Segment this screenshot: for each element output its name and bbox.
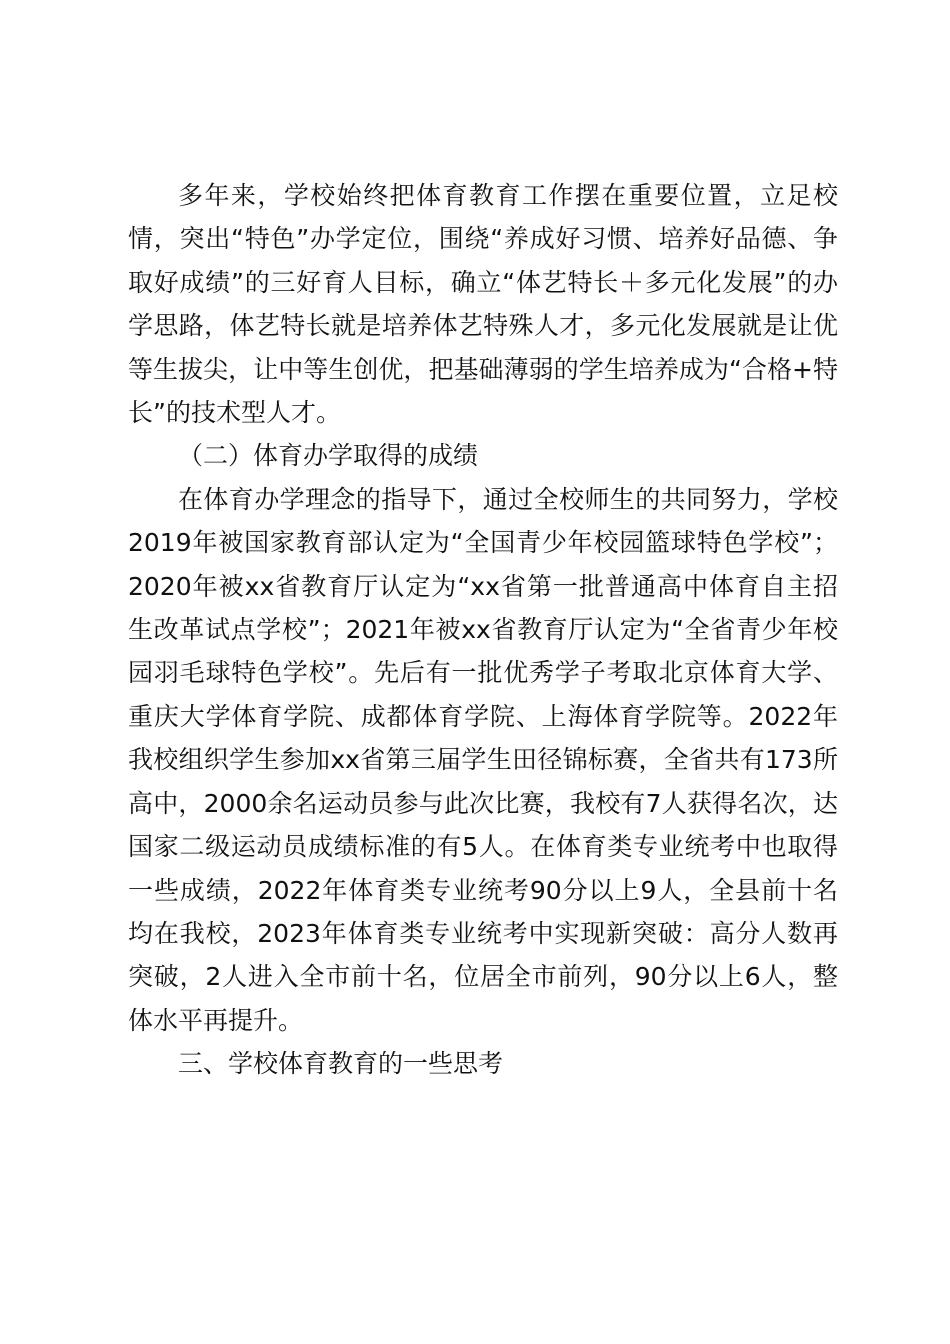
section-heading-reflections: 三、学校体育教育的一些思考	[178, 1049, 504, 1079]
document-body	[128, 174, 838, 1086]
section-heading-achievements: （二）体育办学取得的成绩	[178, 441, 479, 471]
paragraph-school-philosophy: 多年来，学校始终把体育教育工作摆在重要位置，立足校情，突出“特色”办学定位，围绕“养成好习惯、培养好品德、争取好成绩”的三好育人目标，确立“体艺特长＋多元化发展”的办学思路，体艺特长就是培养体艺特殊人才，多元化发展就是让优等生拔尖，让中等生创优，把基础薄弱的学生培养成为“合格+特长”的技术型人才。	[128, 181, 838, 428]
paragraph-achievements: 在体育办学理念的指导下，通过全校师生的共同努力，学校2019年被国家教育部认定为“全国青少年校园篮球特色学校”；2020年被xx省教育厅认定为“xx省第一批普通高中体育自主招生改革试点学校”；2021年被xx省教育厅认定为“全省青少年校园羽毛球特色学校”。先后有一批优秀学子考取北京体育大学、重庆大学体育学院、成都体育学院、上海体育学院等。2022年我校组织学生参加xx省第三届学生田径锦标赛，全省共有173所高中，2000余名运动员参与此次比赛，我校有7人获得名次，达国家二级运动员成绩标准的有5人。在体育类专业统考中也取得一些成绩，2022年体育类专业统考90分以上9人，全县前十名均在我校，2023年体育类专业统考中实现新突破：高分人数再突破，2人进入全市前十名，位居全市前列，90分以上6人，整体水平再提升。	[128, 484, 838, 1035]
